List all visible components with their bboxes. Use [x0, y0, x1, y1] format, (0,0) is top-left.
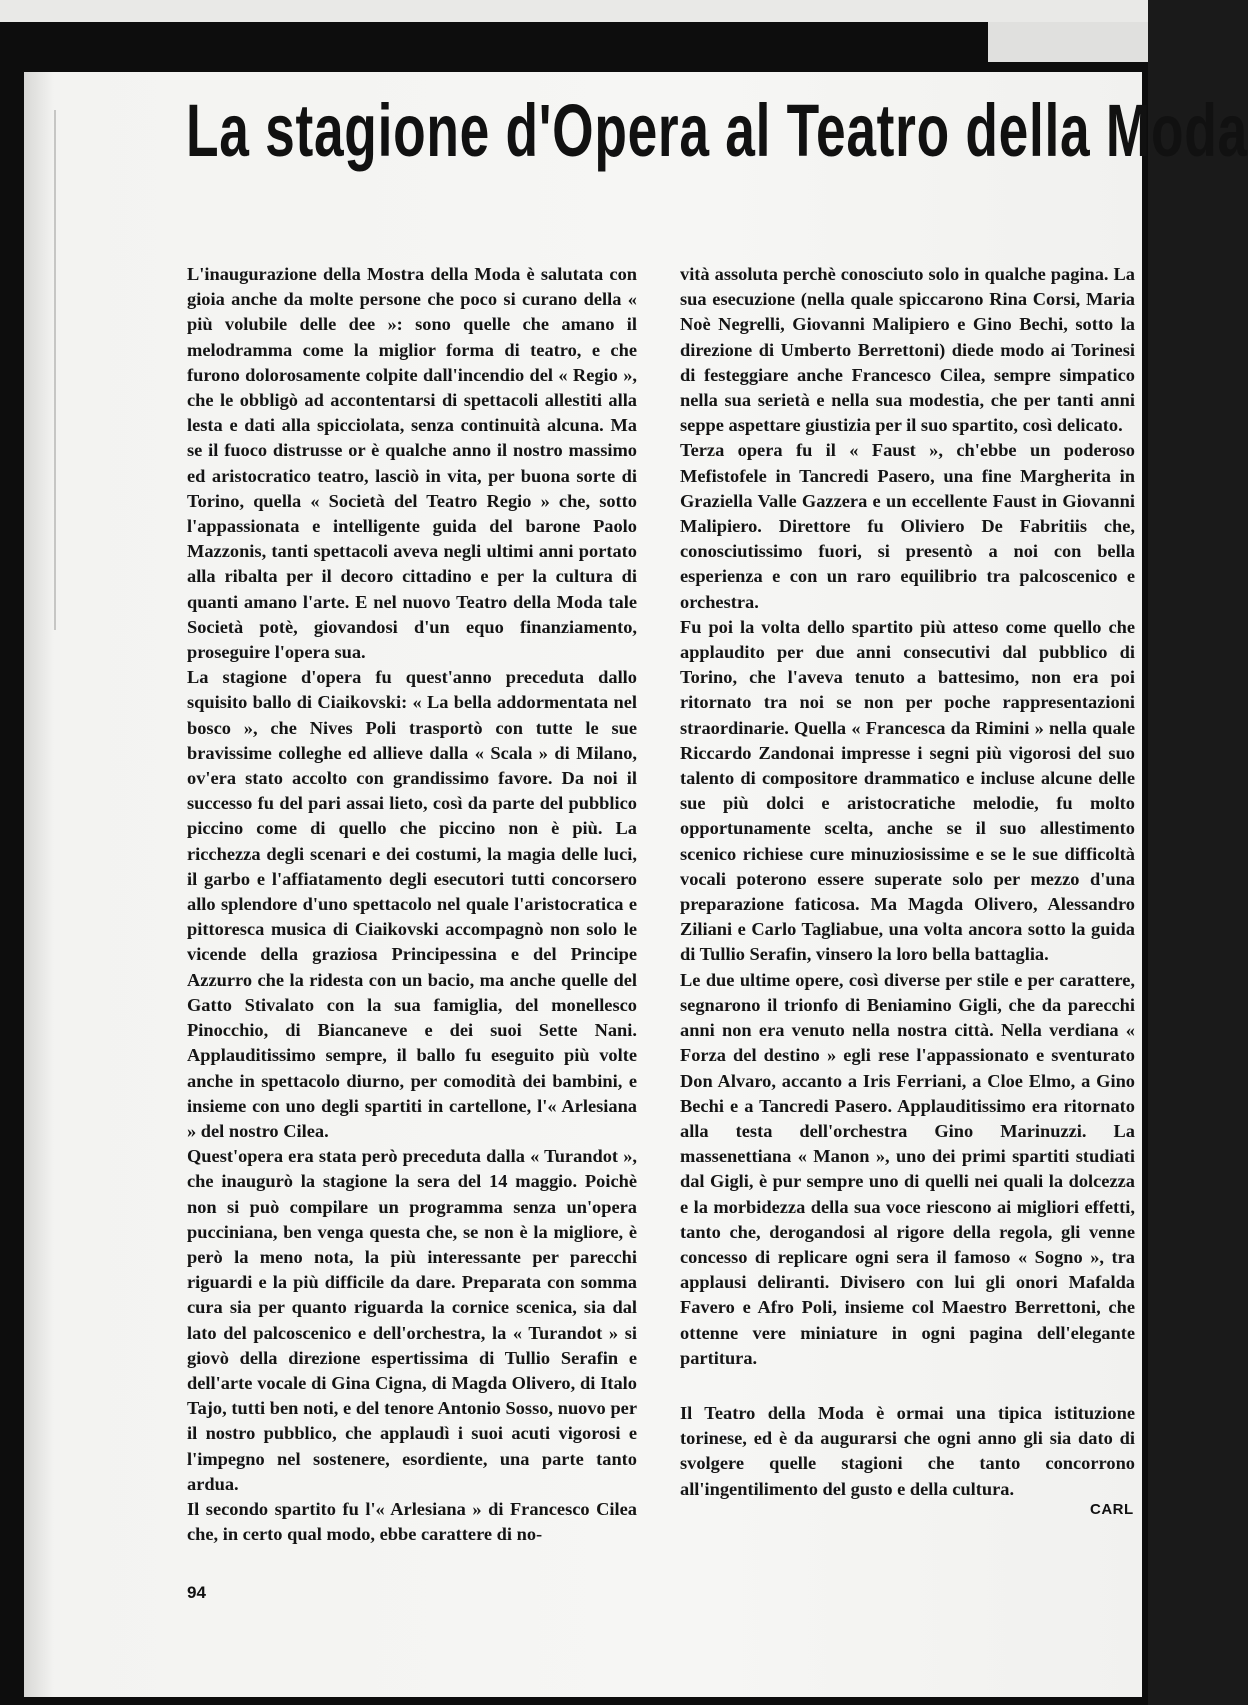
page-number: 94 — [187, 1583, 206, 1602]
left-column — [187, 262, 637, 1547]
paragraph: vità assoluta perchè conosciuto solo in qualche pagina. La sua esecuzione (nella quale spiccarono Rina Corsi, Maria Noè Negrelli, Giovanni Malipiero e Gino Bechi, sotto la direzione di Umberto Berrettoni) diede modo ai Torinesi di festeggiare anche Francesco Cilea, sempre simpatico nella sua serietà e nella sua modestia, che per tanti anni seppe aspettare giustizia per il suo spartito, così delicato. — [680, 264, 1135, 436]
binding-shadow — [54, 110, 56, 630]
paragraph: Il secondo spartito fu l'« Arlesiana » di Francesco Cilea che, in certo qual modo, ebbe carattere di no- — [187, 1498, 637, 1545]
next-page-edge — [0, 0, 1148, 22]
paragraph: La stagione d'opera fu quest'anno preceduta dallo squisito ballo di Ciaikovski: « La bella addormentata nel bosco », che Nives Poli trasportò con tutte le sue bravissime colleghe ed allieve dalla « Scala » di Milano, ov'era stato accolto con grandissimo favore. Da noi il successo fu del pari assai lieto, così da parte del pubblico piccino come di quello che piccino non è più. La ricchezza degli scenari e dei costumi, la magia delle luci, il garbo e l'affiatamento degli esecutori tutti concorsero allo splendore d'uno spettacolo nel quale l'aristocratica e pittoresca musica di Ciaikovski accompagnò non solo le vicende della graziosa Principessina e del Principe Azzurro che la ridesta con un bacio, ma anche quelle del Gatto Stivalato con la sua famiglia, del monellesco Pinocchio, di Biancaneve e dei suoi Sette Nani. Applauditissimo sempre, il ballo fu eseguito più volte anche in spettacolo diurno, per comodità dei bambini, e insieme con uno degli spartiti in cartellone, l'« Arlesiana » del nostro Cilea. — [187, 667, 637, 1141]
next-page-corner — [988, 22, 1148, 62]
paragraph: Terza opera fu il « Faust », ch'ebbe un poderoso Mefistofele in Tancredi Pasero, una fine Margherita in Graziella Valle Gazzera e un eccellente Faust in Giovanni Malipiero. Direttore fu Oliviero De Fabritiis che, conosciutissimo fuori, si presentò a noi con bella esperienza e con un raro equilibrio tra palcoscenico e orchestra. — [680, 440, 1135, 612]
paragraph: Quest'opera era stata però preceduta dalla « Turandot », che inaugurò la stagione la sera del 14 maggio. Poichè non si può compilare un programma senza un'opera pucciniana, ben venga questa che, se non è la migliore, è però la meno nota, la più interessante per parecchi riguardi e la più difficile da dare. Preparata con somma cura sia per quanto riguarda la cornice scenica, sia dal lato del palcoscenico e dell'orchestra, la « Turandot » si giovò della direzione espertissima di Tullio Serafin e dell'arte vocale di Gina Cigna, di Magda Olivero, di Italo Tajo, tutti ben noti, e del tenore Antonio Sosso, nuovo per il nostro pubblico, che applaudì i suoi acuti vigorosi e l'impegno nel sostenere, esordiente, una parte tanto ardua. — [187, 1146, 637, 1494]
right-column — [680, 262, 1135, 1502]
paragraph: Fu poi la volta dello spartito più atteso come quello che applaudito per due anni consecutivi dal pubblico di Torino, che l'aveva tenuto a battesimo, non era poi ritornato tra noi se non per poche rappresentazioni straordinarie. Quella « Francesca da Rimini » nella quale Riccardo Zandonai impresse i segni più vigorosi del suo talento di compositore drammatico e incluse alcune delle sue più dolci e aristocratiche melodie, fu molto opportunamente scelta, anche se il suo allestimento scenico richiese cure minuziosissime e se le sue difficoltà vocali poterono essere superate solo per mezzo d'una preparazione faticosa. Ma Magda Olivero, Alessandro Ziliani e Carlo Tagliabue, una volta ancora sotto la guida di Tullio Serafin, vinsero la loro bella battaglia. — [680, 616, 1135, 965]
author-signature: CARL — [1090, 1501, 1134, 1518]
article-title: La stagione d'Opera al Teatro della Moda — [186, 89, 1248, 172]
paragraph: L'inaugurazione della Mostra della Moda è salutata con gioia anche da molte persone che poco si curano della « più volubile delle dee »: sono quelle che amano il melodramma come la miglior forma di teatro, e che furono dolorosamente colpite dall'incendio del « Regio », che le obbligò ad accontentarsi di spettacoli allestiti alla lesta e dati alla spicciolata, senza continuità alcuna. Ma se il fuoco distrusse or è qualche anno il nostro massimo ed aristocratico teatro, lasciò in vita, per buona sorte di Torino, quella « Società del Teatro Regio » che, sotto l'appassionata e intelligente guida del barone Paolo Mazzonis, tanti spettacoli aveva negli ultimi anni portato alla ribalta per il decoro cittadino e per la cultura di quanti amano l'arte. E nel nuovo Teatro della Moda tale Società potè, giovandosi d'un equo finanziamento, proseguire l'opera sua. — [187, 264, 637, 663]
closing-paragraph: Il Teatro della Moda è ormai una tipica istituzione torinese, ed è da augurarsi che ogni anno gli sia dato di svolgere quelle stagioni che tanto concorrono all'ingentilimento del gusto e della cultura. — [680, 1402, 1135, 1499]
paragraph: Le due ultime opere, così diverse per stile e per carattere, segnarono il trionfo di Beniamino Gigli, che da parecchi anni non era venuto nella nostra città. Nella verdiana « Forza del destino » egli rese l'appassionato e sventurato Don Alvaro, accanto a Iris Ferriani, a Cloe Elmo, a Gino Bechi e a Tancredi Pasero. Applauditissimo era ritornato alla testa dell'orchestra Gino Marinuzzi. La massenettiana « Manon », uno dei primi spartiti studiati dal Gigli, è pur sempre uno di quelli nei quali la dolcezza e la morbidezza della sua voce riescono ai migliori effetti, tanto che, derogandosi al rigore della regola, gli venne concesso di replicare ogni sera il famoso « Sogno », tra applausi deliranti. Divisero con lui gli onori Mafalda Favero e Afro Poli, insieme col Maestro Berrettoni, che ottenne vere miniature in ogni pagina dell'elegante partitura. — [680, 969, 1135, 1368]
